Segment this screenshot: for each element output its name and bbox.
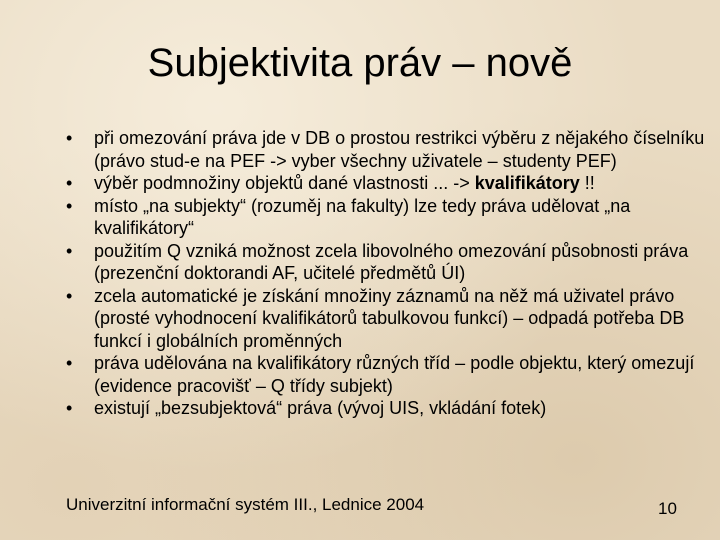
bullet-text: existují „bezsubjektová“ práva (vývoj UIS, vkládání fotek): [94, 398, 547, 418]
bullet-text: zcela automatické je získání množiny záznamů na něž má uživatel právo (prosté vyhodnocení kvalifikátorů tabulkovou funkcí) – odpadá potřeba DB funkcí i globálních proměnných: [94, 285, 685, 351]
slide-title: Subjektivita práv – nově: [147, 41, 573, 85]
slide-footer: Univerzitní informační systém III., Lednice 2004: [66, 495, 425, 514]
bullet-item: [66, 285, 706, 353]
bullet-text-after: !!: [579, 173, 595, 193]
bullet-dot: •: [66, 285, 73, 306]
bullet-list: [66, 127, 706, 420]
bullet-item: [66, 195, 706, 240]
bullet-item: [66, 127, 706, 172]
bullet-text: při omezování práva jde v DB o prostou restrikci výběru z nějakého číselníku (právo stud-e na PEF -> vyber všechny uživatele – studenty PEF): [94, 128, 705, 171]
bullet-text: výběr podmnožiny objektů dané vlastnosti ... ->: [94, 173, 475, 193]
bullet-text: použitím Q vzniká možnost zcela libovolného omezování působnosti práva (prezenční doktorandi AF, učitelé předmětů ÚI): [94, 240, 689, 283]
bullet-item: [66, 352, 706, 397]
bullet-item: [66, 397, 706, 420]
bullet-dot: •: [66, 398, 73, 418]
bullet-bold-term: kvalifikátory: [474, 173, 580, 193]
bullet-text: místo „na subjekty“ (rozuměj na fakulty) lze tedy práva udělovat „na kvalifikátory“: [94, 195, 631, 238]
bullet-item: [66, 172, 706, 195]
bullet-dot: •: [66, 128, 73, 148]
bullet-text: práva udělována na kvalifikátory různých tříd – podle objektu, který omezují (evidence pracovišť – Q třídy subjekt): [94, 353, 695, 396]
bullet-dot: •: [66, 173, 73, 193]
page-number: 10: [658, 499, 677, 518]
bullet-dot: •: [66, 353, 73, 373]
bullet-item: [66, 240, 706, 285]
bullet-dot: •: [66, 195, 73, 216]
bullet-dot: •: [66, 240, 73, 261]
